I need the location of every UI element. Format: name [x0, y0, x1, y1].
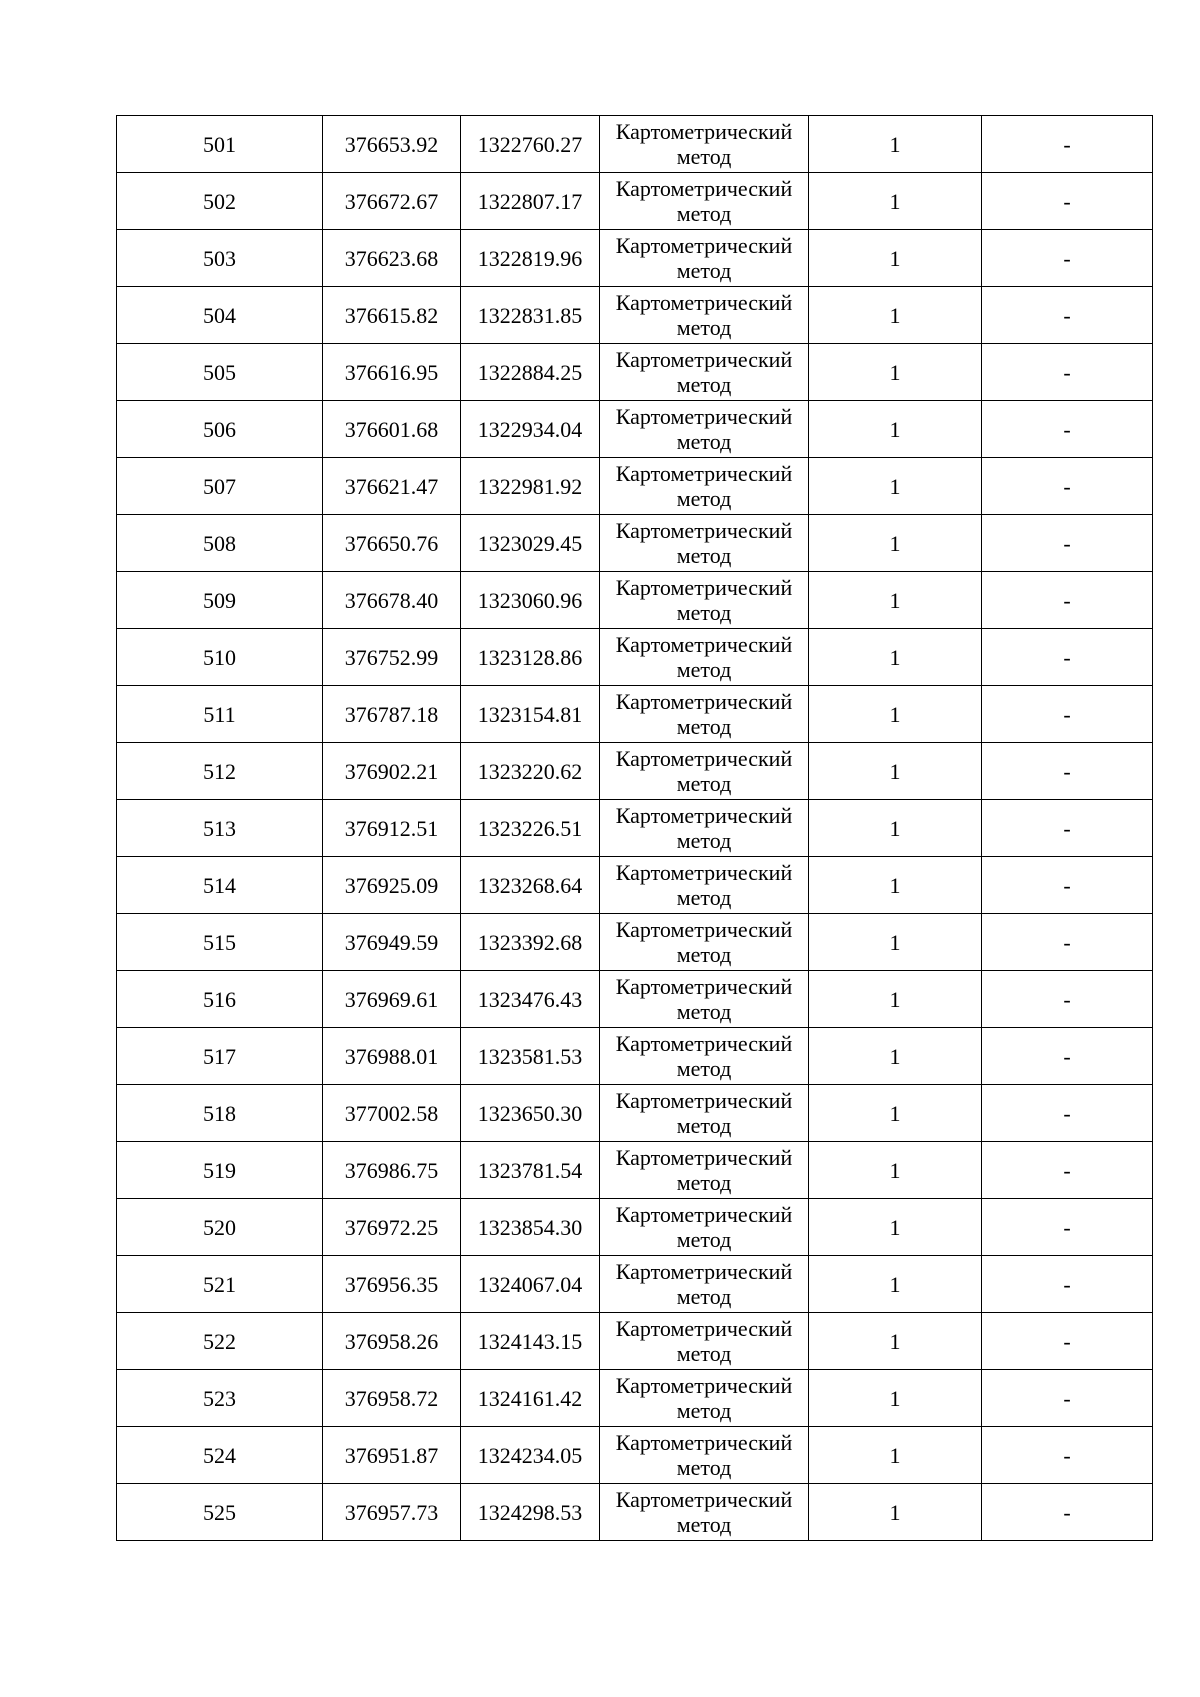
note-cell: - — [982, 743, 1153, 800]
point-number-cell: 512 — [117, 743, 323, 800]
method-cell — [600, 515, 809, 572]
method-line1: Картометрический — [615, 404, 793, 429]
accuracy-cell: 1 — [809, 914, 982, 971]
point-number-cell: 511 — [117, 686, 323, 743]
table-row — [117, 572, 1153, 629]
method-line1: Картометрический — [615, 974, 793, 999]
table-row — [117, 1085, 1153, 1142]
method-line2: метод — [676, 714, 732, 739]
accuracy-cell: 1 — [809, 1256, 982, 1313]
method-line2: метод — [676, 258, 732, 283]
method-cell — [600, 971, 809, 1028]
method-line2: метод — [676, 315, 732, 340]
method-line2: метод — [676, 942, 732, 967]
table-row — [117, 230, 1153, 287]
note-cell: - — [982, 971, 1153, 1028]
table-row — [117, 1427, 1153, 1484]
point-number-cell: 522 — [117, 1313, 323, 1370]
accuracy-cell: 1 — [809, 1142, 982, 1199]
method-line1: Картометрический — [615, 917, 793, 942]
x-coordinate-cell: 376969.61 — [323, 971, 461, 1028]
method-line1: Картометрический — [615, 803, 793, 828]
method-line1: Картометрический — [615, 233, 793, 258]
method-line2: метод — [676, 885, 732, 910]
method-line2: метод — [676, 1113, 732, 1138]
method-line1: Картометрический — [615, 1202, 793, 1227]
y-coordinate-cell: 1322819.96 — [461, 230, 600, 287]
y-coordinate-cell: 1322831.85 — [461, 287, 600, 344]
y-coordinate-cell: 1324298.53 — [461, 1484, 600, 1541]
x-coordinate-cell: 376956.35 — [323, 1256, 461, 1313]
method-line2: метод — [676, 1284, 732, 1309]
y-coordinate-cell: 1324161.42 — [461, 1370, 600, 1427]
point-number-cell: 518 — [117, 1085, 323, 1142]
y-coordinate-cell: 1323060.96 — [461, 572, 600, 629]
x-coordinate-cell: 376912.51 — [323, 800, 461, 857]
accuracy-cell: 1 — [809, 686, 982, 743]
method-cell — [600, 401, 809, 458]
method-line2: метод — [676, 1227, 732, 1252]
accuracy-cell: 1 — [809, 344, 982, 401]
accuracy-cell: 1 — [809, 458, 982, 515]
x-coordinate-cell: 376957.73 — [323, 1484, 461, 1541]
note-cell: - — [982, 344, 1153, 401]
point-number-cell: 505 — [117, 344, 323, 401]
method-cell — [600, 1256, 809, 1313]
x-coordinate-cell: 376958.72 — [323, 1370, 461, 1427]
note-cell: - — [982, 1427, 1153, 1484]
y-coordinate-cell: 1323029.45 — [461, 515, 600, 572]
note-cell: - — [982, 800, 1153, 857]
method-line1: Картометрический — [615, 461, 793, 486]
y-coordinate-cell: 1322760.27 — [461, 116, 600, 173]
accuracy-cell: 1 — [809, 173, 982, 230]
method-line1: Картометрический — [615, 1487, 793, 1512]
method-line1: Картометрический — [615, 290, 793, 315]
point-number-cell: 520 — [117, 1199, 323, 1256]
y-coordinate-cell: 1323854.30 — [461, 1199, 600, 1256]
table-row — [117, 1484, 1153, 1541]
x-coordinate-cell: 376949.59 — [323, 914, 461, 971]
x-coordinate-cell: 376653.92 — [323, 116, 461, 173]
method-cell — [600, 1484, 809, 1541]
x-coordinate-cell: 376615.82 — [323, 287, 461, 344]
note-cell: - — [982, 572, 1153, 629]
note-cell: - — [982, 401, 1153, 458]
point-number-cell: 508 — [117, 515, 323, 572]
method-cell — [600, 458, 809, 515]
table-row — [117, 287, 1153, 344]
accuracy-cell: 1 — [809, 1199, 982, 1256]
table-row — [117, 515, 1153, 572]
x-coordinate-cell: 376988.01 — [323, 1028, 461, 1085]
accuracy-cell: 1 — [809, 971, 982, 1028]
method-line2: метод — [676, 657, 732, 682]
method-cell — [600, 173, 809, 230]
method-line1: Картометрический — [615, 176, 793, 201]
note-cell: - — [982, 1313, 1153, 1370]
note-cell: - — [982, 686, 1153, 743]
point-number-cell: 507 — [117, 458, 323, 515]
accuracy-cell: 1 — [809, 287, 982, 344]
y-coordinate-cell: 1323581.53 — [461, 1028, 600, 1085]
method-line1: Картометрический — [615, 119, 793, 144]
accuracy-cell: 1 — [809, 1427, 982, 1484]
method-line1: Картометрический — [615, 575, 793, 600]
accuracy-cell: 1 — [809, 743, 982, 800]
method-cell — [600, 857, 809, 914]
note-cell: - — [982, 1484, 1153, 1541]
method-line1: Картометрический — [615, 1373, 793, 1398]
method-line2: метод — [676, 600, 732, 625]
y-coordinate-cell: 1323220.62 — [461, 743, 600, 800]
method-cell — [600, 743, 809, 800]
method-cell — [600, 344, 809, 401]
accuracy-cell: 1 — [809, 1085, 982, 1142]
accuracy-cell: 1 — [809, 857, 982, 914]
method-line2: метод — [676, 543, 732, 568]
method-cell — [600, 1199, 809, 1256]
table-row — [117, 914, 1153, 971]
method-line1: Картометрический — [615, 347, 793, 372]
table-row — [117, 1370, 1153, 1427]
accuracy-cell: 1 — [809, 230, 982, 287]
y-coordinate-cell: 1324234.05 — [461, 1427, 600, 1484]
point-number-cell: 506 — [117, 401, 323, 458]
point-number-cell: 514 — [117, 857, 323, 914]
point-number-cell: 516 — [117, 971, 323, 1028]
y-coordinate-cell: 1322807.17 — [461, 173, 600, 230]
y-coordinate-cell: 1323650.30 — [461, 1085, 600, 1142]
note-cell: - — [982, 1256, 1153, 1313]
note-cell: - — [982, 629, 1153, 686]
note-cell: - — [982, 1199, 1153, 1256]
point-number-cell: 524 — [117, 1427, 323, 1484]
y-coordinate-cell: 1323226.51 — [461, 800, 600, 857]
note-cell: - — [982, 515, 1153, 572]
point-number-cell: 523 — [117, 1370, 323, 1427]
note-cell: - — [982, 230, 1153, 287]
method-line1: Картометрический — [615, 632, 793, 657]
method-cell — [600, 230, 809, 287]
method-line2: метод — [676, 486, 732, 511]
accuracy-cell: 1 — [809, 1370, 982, 1427]
note-cell: - — [982, 116, 1153, 173]
point-number-cell: 517 — [117, 1028, 323, 1085]
method-line1: Картометрический — [615, 1031, 793, 1056]
method-line2: метод — [676, 201, 732, 226]
method-line1: Картометрический — [615, 689, 793, 714]
table-row — [117, 1256, 1153, 1313]
point-number-cell: 509 — [117, 572, 323, 629]
accuracy-cell: 1 — [809, 1484, 982, 1541]
accuracy-cell: 1 — [809, 401, 982, 458]
method-line2: метод — [676, 1056, 732, 1081]
table-row — [117, 857, 1153, 914]
point-number-cell: 513 — [117, 800, 323, 857]
y-coordinate-cell: 1323392.68 — [461, 914, 600, 971]
x-coordinate-cell: 376752.99 — [323, 629, 461, 686]
y-coordinate-cell: 1324143.15 — [461, 1313, 600, 1370]
method-line1: Картометрический — [615, 1430, 793, 1455]
y-coordinate-cell: 1324067.04 — [461, 1256, 600, 1313]
table-body — [117, 116, 1153, 1541]
method-cell — [600, 116, 809, 173]
note-cell: - — [982, 914, 1153, 971]
note-cell: - — [982, 1370, 1153, 1427]
accuracy-cell: 1 — [809, 515, 982, 572]
point-number-cell: 503 — [117, 230, 323, 287]
method-line2: метод — [676, 828, 732, 853]
y-coordinate-cell: 1323476.43 — [461, 971, 600, 1028]
y-coordinate-cell: 1323268.64 — [461, 857, 600, 914]
table-row — [117, 686, 1153, 743]
table-row — [117, 743, 1153, 800]
note-cell: - — [982, 1085, 1153, 1142]
method-line1: Картометрический — [615, 1316, 793, 1341]
method-cell — [600, 1028, 809, 1085]
point-number-cell: 502 — [117, 173, 323, 230]
method-line2: метод — [676, 1341, 732, 1366]
method-cell — [600, 800, 809, 857]
method-cell — [600, 1142, 809, 1199]
x-coordinate-cell: 376616.95 — [323, 344, 461, 401]
method-cell — [600, 1085, 809, 1142]
x-coordinate-cell: 376986.75 — [323, 1142, 461, 1199]
y-coordinate-cell: 1322934.04 — [461, 401, 600, 458]
x-coordinate-cell: 376601.68 — [323, 401, 461, 458]
method-line1: Картометрический — [615, 860, 793, 885]
point-number-cell: 504 — [117, 287, 323, 344]
method-line2: метод — [676, 1455, 732, 1480]
table-row — [117, 971, 1153, 1028]
x-coordinate-cell: 376650.76 — [323, 515, 461, 572]
method-line2: метод — [676, 771, 732, 796]
x-coordinate-cell: 376672.67 — [323, 173, 461, 230]
note-cell: - — [982, 173, 1153, 230]
x-coordinate-cell: 376621.47 — [323, 458, 461, 515]
point-number-cell: 510 — [117, 629, 323, 686]
x-coordinate-cell: 376623.68 — [323, 230, 461, 287]
note-cell: - — [982, 857, 1153, 914]
point-number-cell: 515 — [117, 914, 323, 971]
y-coordinate-cell: 1322981.92 — [461, 458, 600, 515]
x-coordinate-cell: 377002.58 — [323, 1085, 461, 1142]
table-row — [117, 800, 1153, 857]
x-coordinate-cell: 376787.18 — [323, 686, 461, 743]
point-number-cell: 525 — [117, 1484, 323, 1541]
method-line1: Картометрический — [615, 1259, 793, 1284]
x-coordinate-cell: 376951.87 — [323, 1427, 461, 1484]
method-line1: Картометрический — [615, 518, 793, 543]
table-row — [117, 1142, 1153, 1199]
method-cell — [600, 629, 809, 686]
table-row — [117, 401, 1153, 458]
method-line1: Картометрический — [615, 1088, 793, 1113]
method-cell — [600, 572, 809, 629]
table-row — [117, 629, 1153, 686]
x-coordinate-cell: 376958.26 — [323, 1313, 461, 1370]
accuracy-cell: 1 — [809, 629, 982, 686]
x-coordinate-cell: 376972.25 — [323, 1199, 461, 1256]
point-number-cell: 521 — [117, 1256, 323, 1313]
x-coordinate-cell: 376925.09 — [323, 857, 461, 914]
note-cell: - — [982, 1028, 1153, 1085]
accuracy-cell: 1 — [809, 1028, 982, 1085]
x-coordinate-cell: 376902.21 — [323, 743, 461, 800]
method-cell — [600, 1370, 809, 1427]
table-row — [117, 344, 1153, 401]
method-cell — [600, 686, 809, 743]
table-row — [117, 1313, 1153, 1370]
note-cell: - — [982, 1142, 1153, 1199]
y-coordinate-cell: 1323128.86 — [461, 629, 600, 686]
method-line1: Картометрический — [615, 1145, 793, 1170]
method-cell — [600, 914, 809, 971]
accuracy-cell: 1 — [809, 1313, 982, 1370]
accuracy-cell: 1 — [809, 572, 982, 629]
note-cell: - — [982, 287, 1153, 344]
method-cell — [600, 1313, 809, 1370]
method-cell — [600, 287, 809, 344]
accuracy-cell: 1 — [809, 116, 982, 173]
coordinates-table — [116, 115, 1153, 1541]
method-cell — [600, 1427, 809, 1484]
method-line1: Картометрический — [615, 746, 793, 771]
x-coordinate-cell: 376678.40 — [323, 572, 461, 629]
method-line2: метод — [676, 1398, 732, 1423]
y-coordinate-cell: 1322884.25 — [461, 344, 600, 401]
table-row — [117, 116, 1153, 173]
method-line2: метод — [676, 1512, 732, 1537]
table-row — [117, 1199, 1153, 1256]
method-line2: метод — [676, 144, 732, 169]
method-line2: метод — [676, 429, 732, 454]
table-row — [117, 173, 1153, 230]
table-row — [117, 458, 1153, 515]
table-row — [117, 1028, 1153, 1085]
method-line2: метод — [676, 1170, 732, 1195]
method-line2: метод — [676, 372, 732, 397]
y-coordinate-cell: 1323781.54 — [461, 1142, 600, 1199]
method-line2: метод — [676, 999, 732, 1024]
point-number-cell: 501 — [117, 116, 323, 173]
y-coordinate-cell: 1323154.81 — [461, 686, 600, 743]
note-cell: - — [982, 458, 1153, 515]
point-number-cell: 519 — [117, 1142, 323, 1199]
accuracy-cell: 1 — [809, 800, 982, 857]
